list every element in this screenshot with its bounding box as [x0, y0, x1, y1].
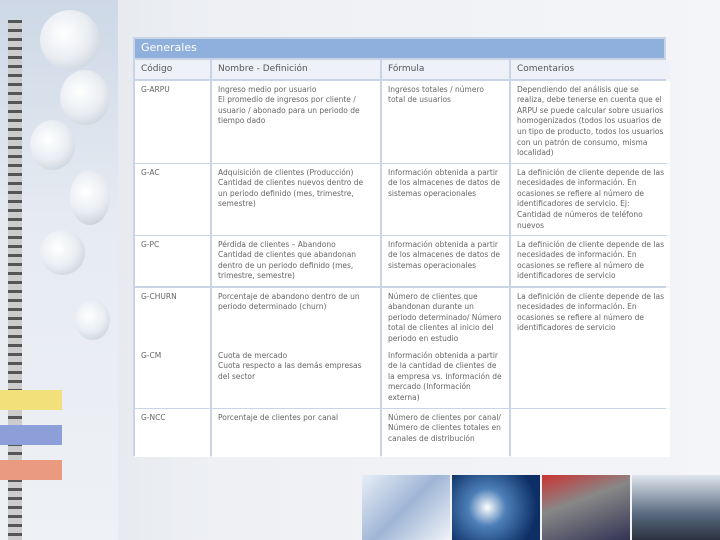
table-row: [135, 288, 664, 345]
cell-name: Adquisición de clientes (Producción) Cantidad de clientes nuevos dentro de un periodo definido (mes, trimestre, semestre): [212, 164, 380, 236]
table-row: [135, 236, 664, 286]
kpi-table: [133, 37, 666, 456]
cell-formula: Número de clientes por canal/ Número de clientes totales en canales de distribución: [382, 409, 509, 457]
cell-formula: Información obtenida a partir de los almacenes de datos de sistemas operacionales: [382, 236, 509, 286]
table-row: [135, 347, 664, 407]
decorative-photo-strip: [362, 475, 720, 540]
cell-code: G-NCC: [135, 409, 210, 457]
cell-formula: Información obtenida a partir de la cantidad de clientes de la empresa vs. Información de mercado (Información externa): [382, 347, 509, 408]
table-row: [135, 409, 664, 457]
cell-name: Cuota de mercado Cuota respecto a las demás empresas del sector: [212, 347, 380, 408]
cell-comments: La definición de cliente depende de las necesidades de información. En ocasiones se refiere al número de identificadores de servicio. Ej: Cantidad de números de teléfono nuevos: [511, 164, 670, 236]
antenna-tower-image: [0, 0, 118, 540]
table-header-row: [135, 60, 664, 79]
header-formula: Fórmula: [382, 60, 509, 79]
cell-code: G-AC: [135, 164, 210, 236]
header-comments: Comentarios: [511, 60, 670, 79]
header-name: Nombre - Definición: [212, 60, 380, 79]
cell-formula: Número de clientes que abandonan durante un periodo determinado/ Número total de clientes al inicio del periodo en estudio: [382, 288, 509, 349]
cell-name: Pérdida de clientes – Abandono Cantidad de clientes que abandonan dentro de un periodo definido (mes, trimestre, semestre): [212, 236, 380, 286]
cell-code: G-CHURN: [135, 288, 210, 349]
header-code: Código: [135, 60, 210, 79]
cell-formula: Ingresos totales / número total de usuarios: [382, 81, 509, 163]
cell-comments: La definición de cliente depende de las necesidades de información. En ocasiones se refiere al número de identificadores de servicio: [511, 288, 670, 349]
cell-code: G-ARPU: [135, 81, 210, 163]
cell-name: Porcentaje de abandono dentro de un periodo determinado (churn): [212, 288, 380, 349]
table-title: Generales: [135, 39, 664, 58]
cell-name: Porcentaje de clientes por canal: [212, 409, 380, 457]
cell-code: G-PC: [135, 236, 210, 286]
cell-comments: [511, 347, 670, 408]
cell-comments: La definición de cliente depende de las necesidades de información. En ocasiones se refiere al número de identificadores de servicio: [511, 236, 670, 286]
cell-comments: Dependiendo del análisis que se realiza, debe tenerse en cuenta que el ARPU se puede calcular sobre usuarios homogenizados (todos los usuarios de un tipo de producto, todos los usuarios con un patrón de consumo, misma localidad): [511, 81, 670, 163]
cell-formula: Información obtenida a partir de los almacenes de datos de sistemas operacionales: [382, 164, 509, 236]
cell-name: Ingreso medio por usuario El promedio de ingresos por cliente / usuario / abonado para un periodo de tiempo dado: [212, 81, 380, 163]
table-row: [135, 164, 664, 234]
table-row: [135, 81, 664, 162]
cell-comments: [511, 409, 670, 457]
cell-code: G-CM: [135, 347, 210, 408]
